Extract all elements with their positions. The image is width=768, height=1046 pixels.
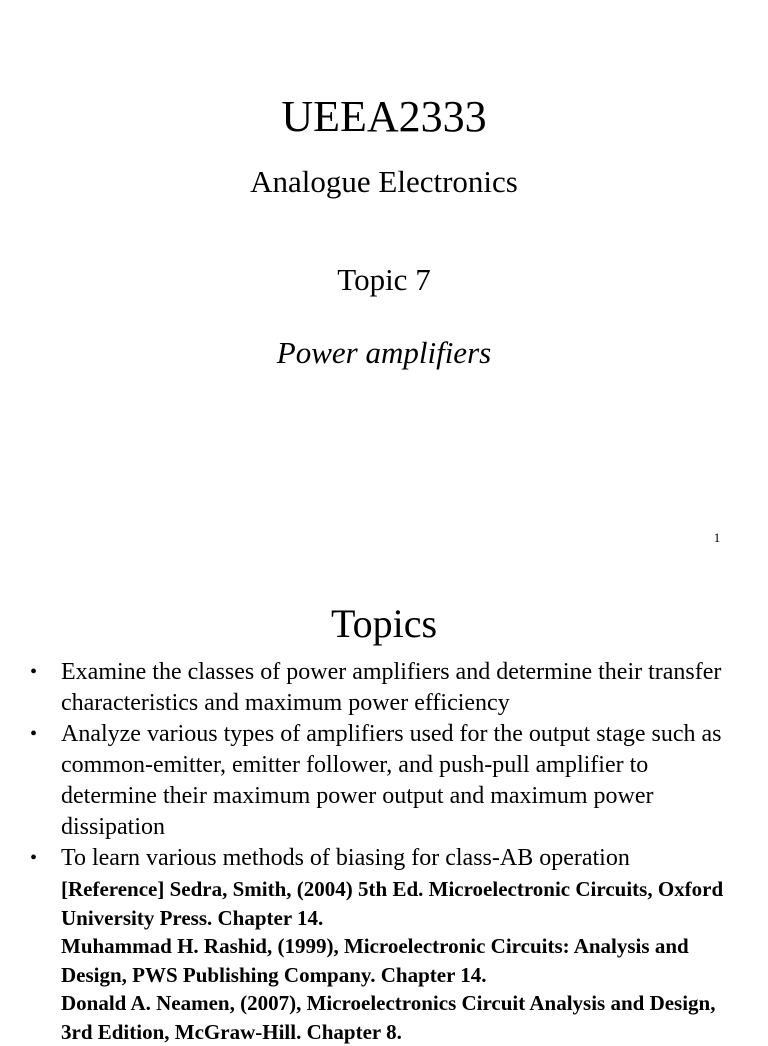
- reference-list: [61, 875, 751, 1046]
- list-item: [30, 843, 750, 874]
- list-item: [30, 719, 750, 843]
- topic-number: Topic 7: [337, 262, 431, 297]
- reference-item: [Reference] Sedra, Smith, (2004) 5th Ed. Microelectronic Circuits, Oxford University Press. Chapter 14.: [61, 877, 724, 930]
- course-code-title: UEEA2333: [281, 92, 487, 141]
- bullet-icon: •: [30, 847, 38, 869]
- list-item-text: Examine the classes of power amplifiers and determine their transfer characteristics and maximum power efficiency: [61, 659, 722, 716]
- list-item-text: Analyze various types of amplifiers used for the output stage such as common-emitter, emitter follower, and push-pull amplifier to determine their maximum power output and maximum power dissipation: [61, 721, 722, 840]
- page-number: 1: [713, 530, 721, 545]
- topics-slide: [0, 576, 768, 1044]
- reference-item: Donald A. Neamen, (2007), Microelectronics Circuit Analysis and Design, 3rd Edition, McGraw-Hill. Chapter 8.: [61, 991, 716, 1044]
- topics-list: [30, 657, 750, 874]
- course-name: Analogue Electronics: [250, 164, 518, 199]
- bullet-icon: •: [30, 661, 38, 683]
- topic-title: Power amplifiers: [276, 335, 492, 370]
- bullet-icon: •: [30, 723, 38, 745]
- list-item-text: To learn various methods of biasing for class-AB operation: [61, 845, 630, 871]
- list-item: [30, 657, 750, 719]
- reference-item: Muhammad H. Rashid, (1999), Microelectronic Circuits: Analysis and Design, PWS Publishing Company. Chapter 14.: [61, 934, 689, 987]
- slide-title: Topics: [330, 601, 438, 646]
